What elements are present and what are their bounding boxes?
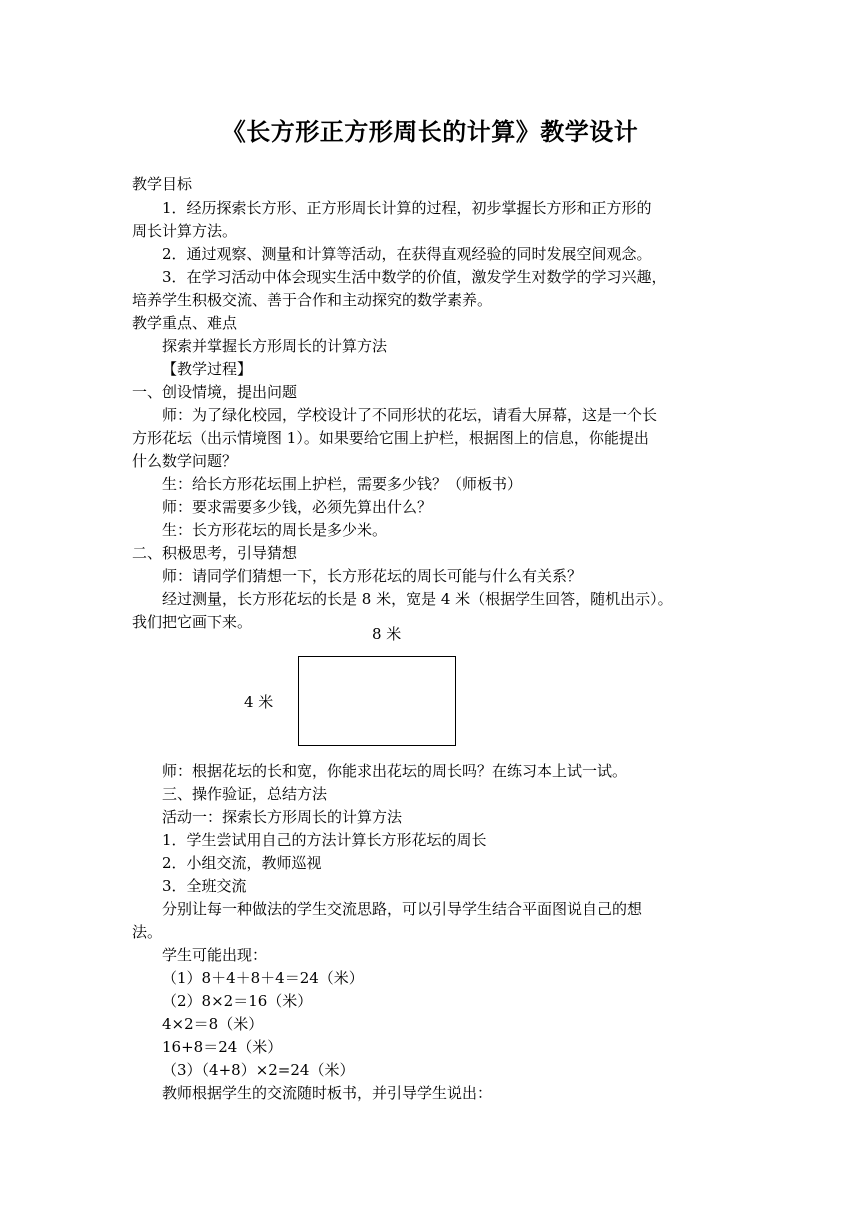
objective-3-cont: 培养学生积极交流、善于合作和主动探究的数学素养。 xyxy=(132,291,493,309)
equation-line: （1）8＋4＋8＋4＝24（米） xyxy=(162,969,364,987)
page-title: 《长方形正方形周长的计算》教学设计 xyxy=(221,118,639,146)
paragraph-line: 我们把它画下来。 xyxy=(132,613,253,631)
objective-1-cont: 周长计算方法。 xyxy=(132,222,238,240)
paragraph-line: 分别让每一种做法的学生交流思路，可以引导学生结合平面图说自己的想 xyxy=(162,900,643,918)
key-point: 探索并掌握长方形周长的计算方法 xyxy=(162,337,388,355)
list-item: 3．全班交流 xyxy=(162,877,247,895)
objective-1: 1．经历探索长方形、正方形周长计算的过程，初步掌握长方形和正方形的 xyxy=(162,199,652,217)
width-label: 4 米 xyxy=(244,693,274,711)
paragraph-line: 法。 xyxy=(132,923,163,941)
heading-process: 【教学过程】 xyxy=(162,360,253,378)
paragraph-line: 生：给长方形花坛围上护栏，需要多少钱？（师板书） xyxy=(162,475,523,493)
objective-3: 3．在学习活动中体会现实生活中数学的价值，激发学生对数学的学习兴趣， xyxy=(162,268,667,286)
paragraph-line: 师：要求需要多少钱，必须先算出什么？ xyxy=(162,498,433,516)
paragraph-line: 师：为了绿化校园，学校设计了不同形状的花坛，请看大屏幕，这是一个长 xyxy=(162,406,658,424)
heading-objectives: 教学目标 xyxy=(132,175,193,193)
paragraph-line: 教师根据学生的交流随时板书，并引导学生说出： xyxy=(162,1084,493,1102)
paragraph-line: 师：根据花坛的长和宽，你能求出花坛的周长吗？在练习本上试一试。 xyxy=(162,762,628,780)
objective-2: 2．通过观察、测量和计算等活动，在获得直观经验的同时发展空间观念。 xyxy=(162,245,652,263)
equation-line: 4×2＝8（米） xyxy=(162,1015,264,1033)
paragraph-line: 学生可能出现： xyxy=(162,946,268,964)
list-item: 2．小组交流，教师巡视 xyxy=(162,854,322,872)
activity-1-heading: 活动一：探索长方形周长的计算方法 xyxy=(162,808,403,826)
length-label: 8 米 xyxy=(372,625,402,643)
paragraph-line: 经过测量，长方形花坛的长是 8 米，宽是 4 米（根据学生回答，随机出示）。 xyxy=(162,590,673,608)
paragraph-line: 什么数学问题？ xyxy=(132,452,238,470)
heading-key-points: 教学重点、难点 xyxy=(132,314,238,332)
section-3-heading: 三、操作验证，总结方法 xyxy=(162,785,328,803)
equation-line: 16+8＝24（米） xyxy=(162,1038,283,1056)
flower-bed-rectangle xyxy=(298,656,456,746)
paragraph-line: 方形花坛（出示情境图 1）。如果要给它围上护栏，根据图上的信息，你能提出 xyxy=(132,429,649,447)
section-2-heading: 二、积极思考，引导猜想 xyxy=(132,544,298,562)
equation-line: （3）（4+8）×2=24（米） xyxy=(162,1061,355,1079)
list-item: 1．学生尝试用自己的方法计算长方形花坛的周长 xyxy=(162,831,487,849)
section-1-heading: 一、创设情境，提出问题 xyxy=(132,383,298,401)
paragraph-line: 生：长方形花坛的周长是多少米。 xyxy=(162,521,388,539)
equation-line: （2）8×2＝16（米） xyxy=(162,992,313,1010)
paragraph-line: 师：请同学们猜想一下，长方形花坛的周长可能与什么有关系？ xyxy=(162,567,583,585)
